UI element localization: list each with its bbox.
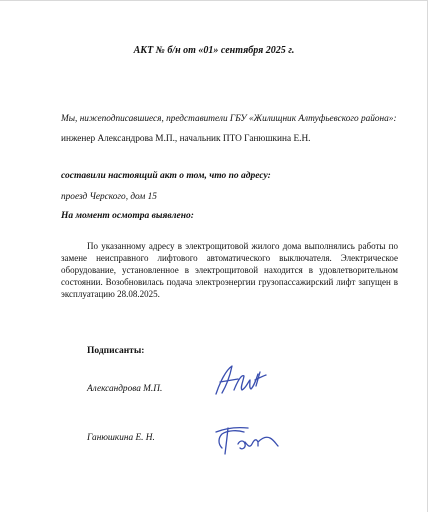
signature-1-image <box>210 360 272 400</box>
intro-paragraph <box>61 109 401 149</box>
findings-paragraph: По указанному адресу в электрощитовой жилого дома выполнялись работы по замене неисправного лифтового автоматического выключателя. Электрическое оборудование, установленное в электрощитовой находится в удовлетворительном состоянии. Возобновилась подача электроэнергии грузопассажирский лифт запущен в эксплуатацию 28.08.2025. <box>61 241 398 299</box>
intro-italic-text: Мы, нижеподписавшиеся, представители ГБУ «Жилищник Алтуфьевского района»: <box>61 114 397 124</box>
signature-2-image <box>212 418 284 460</box>
signer-name-2: Ганюшкина Е. Н. <box>87 433 155 443</box>
signers-heading: Подписанты: <box>87 346 145 356</box>
address-heading: составили настоящий акт о том, что по адресу: <box>61 171 271 181</box>
signer-name-1: Александрова М.П. <box>87 384 163 394</box>
intro-plain-text: инженер Александрова М.П., начальник ПТО Ганюшкина Е.Н. <box>61 134 311 144</box>
address-line: проезд Черского, дом 15 <box>61 192 157 202</box>
findings-heading: На момент осмотра выявлено: <box>61 211 194 221</box>
document-title: АКТ № б/н от «01» сентября 2025 г. <box>133 45 295 56</box>
page-border-top <box>0 0 428 1</box>
